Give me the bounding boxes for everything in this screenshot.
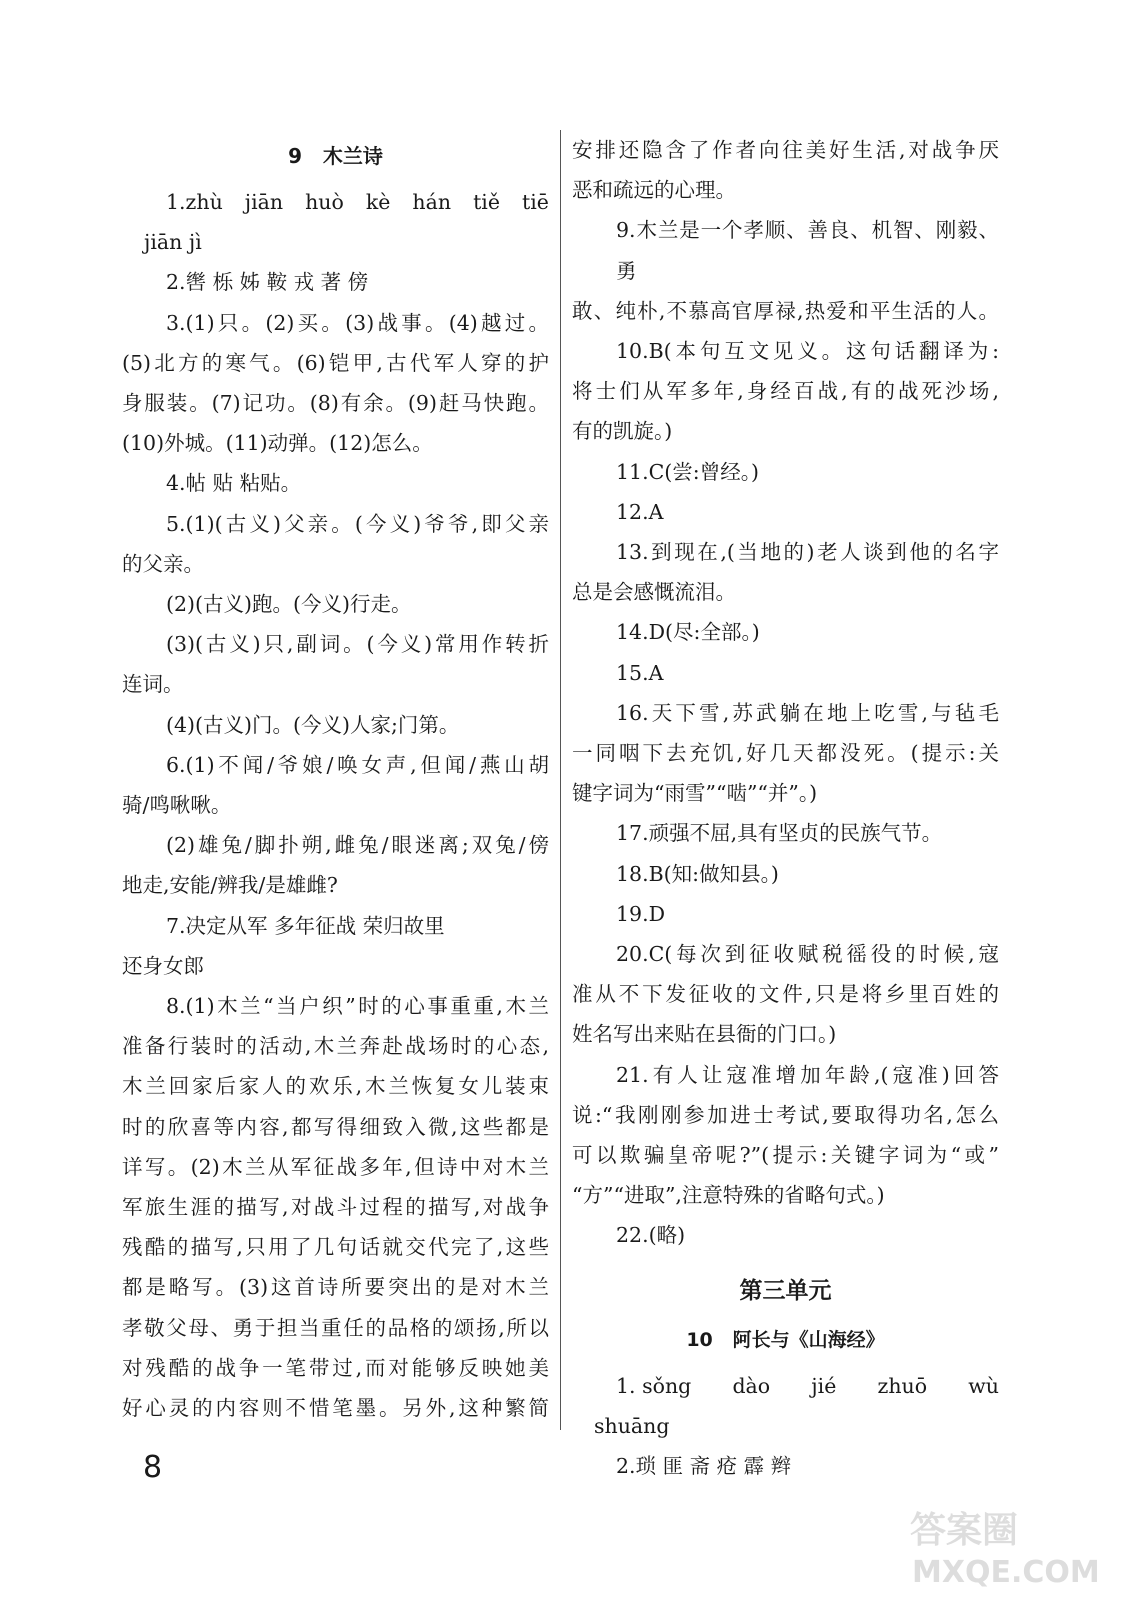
answer-line: shuāng (594, 1413, 670, 1438)
answer-token: 1. sǒng (616, 1373, 692, 1398)
answer-token: tiē (522, 190, 549, 214)
answer-line: 姓名写出来贴在县衙的门口。) (572, 1022, 837, 1047)
answer-line: 准从不下发征收的文件,只是将乡里百姓的 (572, 982, 999, 1007)
answer-token: 1.zhù (166, 190, 223, 214)
answer-line: 5.(1)(古义)父亲。(今义)爷爷,即父亲 (166, 511, 549, 536)
answer-line: 一同咽下去充饥,好几天都没死。(提示:关 (572, 741, 999, 766)
page-number: 8 (143, 1450, 163, 1485)
lesson-number: 9 (288, 144, 303, 168)
answer-line: (2)雄兔/脚扑朔,雌兔/眼迷离;双兔/傍 (166, 833, 549, 858)
answer-line: 都是略写。(3)这首诗所要突出的是对木兰 (122, 1275, 549, 1300)
answer-line: “方”“进取”,注意特殊的省略句式。) (572, 1183, 885, 1208)
answer-token: zhuō (877, 1373, 928, 1398)
answer-line: 骑/鸣啾啾。 (122, 793, 232, 818)
left-column (122, 130, 549, 1428)
answer-line: 11.C(尝:曾经。) (616, 459, 759, 484)
right-answer-lines-2 (572, 1366, 999, 1487)
answer-line: 13.到现在,(当地的)老人谈到他的名字 (616, 540, 999, 565)
answer-line: (2)(古义)跑。(今义)行走。 (166, 592, 412, 617)
answer-line: 4.帖 贴 粘贴。 (166, 471, 302, 496)
answer-line: 还身女郎 (122, 953, 204, 978)
answer-token: huò (305, 190, 344, 214)
answer-line: (10)外城。(11)动弹。(12)怎么。 (122, 431, 433, 456)
answer-line: 木兰回家后家人的欢乐,木兰恢复女儿装束 (122, 1074, 549, 1099)
answer-line: 对残酷的战争一笔带过,而对能够反映她美 (122, 1355, 549, 1380)
answer-line: jiān jì (144, 230, 202, 255)
answer-line: 21.有人让寇准增加年龄,(寇准)回答 (616, 1062, 999, 1087)
column-divider (560, 130, 561, 1430)
answer-line: 的父亲。 (122, 551, 204, 576)
right-answer-lines (572, 130, 999, 1256)
answer-line: 7.决定从军 多年征战 荣归故里 (166, 913, 445, 938)
answer-line: 20.C(每次到征收赋税徭役的时候,寇 (616, 942, 999, 967)
answer-line: 14.D(尽:全部。) (616, 620, 760, 645)
svg-text:答案圈: 答案圈 (910, 1510, 1019, 1551)
answer-line: 敢、纯朴,不慕高官厚禄,热爱和平生活的人。 (572, 298, 999, 323)
answer-line: 说:“我刚刚参加进士考试,要取得功名,怎么 (572, 1102, 999, 1127)
answer-line: 8.(1)木兰“当户织”时的心事重重,木兰 (166, 994, 549, 1019)
answer-line: 22.(略) (616, 1223, 686, 1248)
answer-line: 身服装。(7)记功。(8)有余。(9)赶马快跑。 (122, 391, 549, 416)
answer-token: wù (968, 1373, 999, 1398)
svg-text:MXQE.COM: MXQE.COM (912, 1555, 1100, 1590)
answer-line: 可以欺骗皇帝呢?”(提示:关键字词为“或” (572, 1143, 999, 1168)
answer-line: 9.木兰是一个孝顺、善良、机智、刚毅、勇 (616, 218, 999, 283)
answer-line: 有的凯旋。) (572, 419, 673, 444)
answer-line: 将士们从军多年,身经百战,有的战死沙场, (572, 379, 999, 404)
answer-line: 16.天下雪,苏武躺在地上吃雪,与毡毛 (616, 700, 999, 725)
answer-line: 10.B(本句互文见义。这句话翻译为: (616, 339, 999, 364)
answer-line: 时的欣喜等内容,都写得细致入微,这些都是 (122, 1114, 549, 1139)
answer-line: 2.琐 匪 斋 疮 霹 辫 (616, 1454, 792, 1479)
answer-line: 3.(1)只。(2)买。(3)战事。(4)越过。 (166, 310, 549, 335)
answer-line: 恶和疏远的心理。 (572, 178, 736, 203)
answer-line: 2.辔 栎 姊 鞍 戎 著 傍 (166, 270, 369, 295)
watermark-logo (900, 1500, 1120, 1590)
answer-line: 总是会感慨流泪。 (572, 580, 736, 605)
answer-line: 安排还隐含了作者向往美好生活,对战争厌 (572, 138, 999, 162)
answer-line: 地走,安能/辨我/是雄雌? (122, 873, 338, 898)
answer-line: 详写。(2)木兰从军征战多年,但诗中对木兰 (122, 1154, 549, 1179)
lesson-title-9 (122, 130, 549, 182)
answer-line: (5)北方的寒气。(6)铠甲,古代军人穿的护 (122, 350, 549, 375)
lesson-title-10 (572, 1314, 999, 1366)
answer-line: 好心灵的内容则不惜笔墨。另外,这种繁简 (122, 1396, 549, 1421)
answer-token: tiě (473, 190, 500, 214)
lesson-title-text: 木兰诗 (322, 144, 383, 168)
left-answer-lines (122, 182, 549, 1428)
answer-line: 6.(1)不闻/爷娘/唤女声,但闻/燕山胡 (166, 752, 549, 777)
answer-line: 键字词为“雨雪”“啮”“并”。) (572, 781, 818, 806)
answer-line: 残酷的描写,只用了几句话就交代完了,这些 (122, 1235, 549, 1260)
answer-line: 军旅生涯的描写,对战斗过程的描写,对战争 (122, 1195, 549, 1220)
right-column (572, 130, 999, 1486)
answer-line: (3)(古义)只,副词。(今义)常用作转折 (166, 632, 549, 657)
answer-line: 19.D (616, 901, 666, 926)
answer-line: 准备行装时的活动,木兰奔赴战场时的心态, (122, 1034, 549, 1059)
answer-token: dào (732, 1373, 771, 1398)
lesson-number: 10 (686, 1328, 713, 1351)
answer-line: 15.A (616, 660, 664, 685)
answer-line: 连词。 (122, 672, 184, 697)
answer-token: jiān (244, 190, 284, 214)
answer-line: (4)(古义)门。(今义)人家;门第。 (166, 712, 460, 737)
answer-line: 孝敬父母、勇于担当重任的品格的颂扬,所以 (122, 1315, 549, 1340)
answer-token: kè (365, 190, 391, 214)
lesson-title-text: 阿长与《山海经》 (732, 1328, 885, 1351)
answer-line (122, 182, 549, 222)
answer-line: 12.A (616, 499, 664, 524)
answer-token: hán (412, 190, 452, 214)
answer-line: 17.顽强不屈,具有坚贞的民族气节。 (616, 821, 943, 846)
answer-line: 18.B(知:做知县。) (616, 861, 779, 886)
answer-line (572, 1366, 999, 1406)
unit-title: 第三单元 (739, 1277, 832, 1304)
answer-token: jié (811, 1373, 837, 1398)
